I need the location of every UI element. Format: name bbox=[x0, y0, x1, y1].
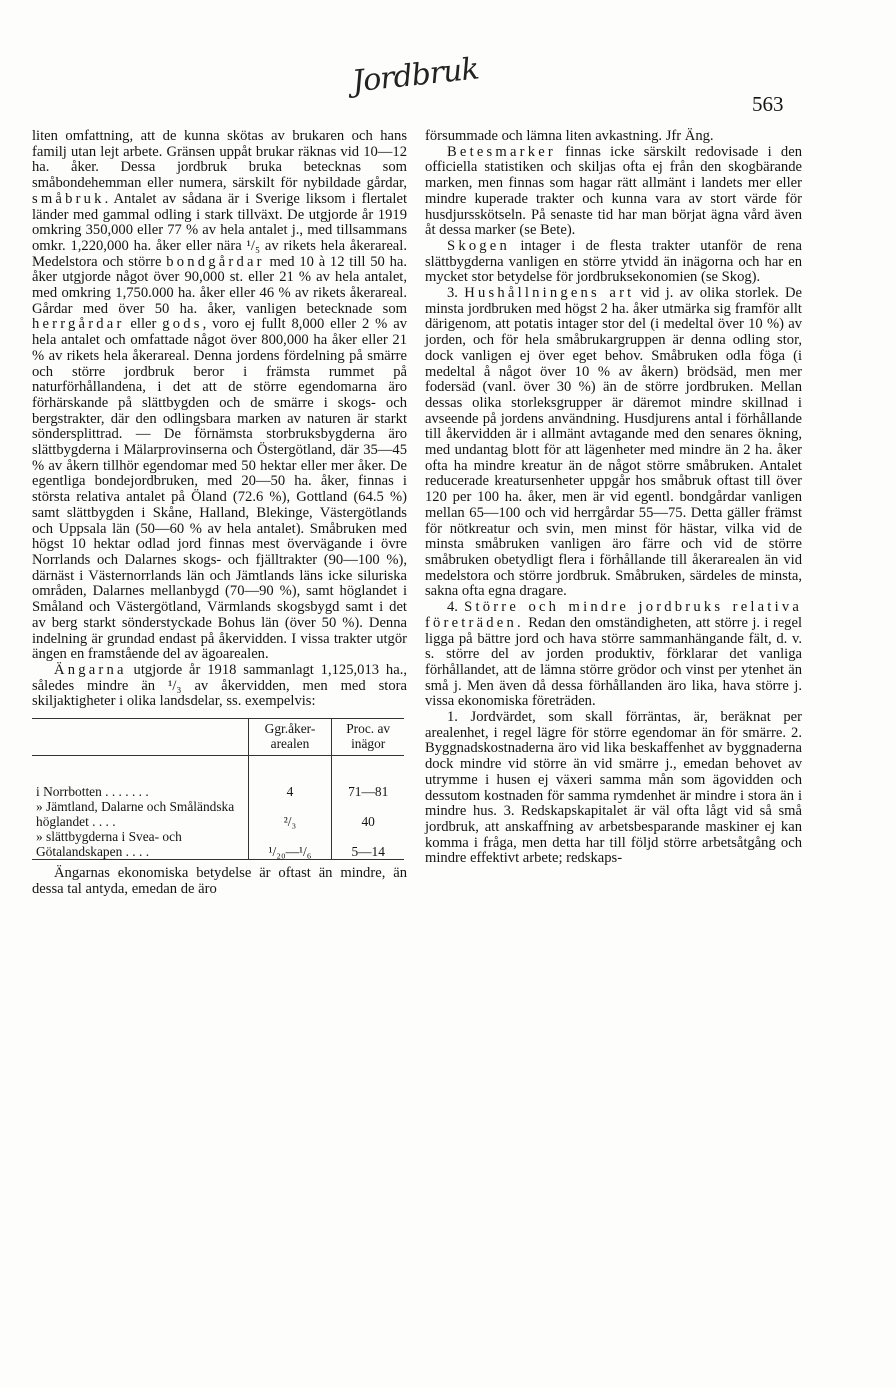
spaced-term: gods bbox=[162, 316, 203, 333]
paragraph bbox=[425, 239, 802, 286]
text: liten omfattning, att de kunna skötas av brukaren och hans familj utan lejt arbete. Gränsen uppåt brukar räknas vid 10—12 ha. åker. Dessa jordbruk bruka betecknas som småbondehemman eller numera, särskilt för nybildade gårdar, bbox=[32, 128, 407, 192]
col-header-proc: Proc. av inägor bbox=[332, 719, 404, 756]
table-header-blank bbox=[32, 719, 248, 756]
text: . Antalet av sådana är i Sverige liksom i flertalet länder med gammal odling i stark tillväxt. De utgjorde år 1919 omkring 350,000 eller 77 % av hela antalet j., med tillsammans omkr. 1,220,000 ha. åker eller nära ¹/₅ av rikets hela åkerareal. Medelstora och större bbox=[32, 190, 407, 270]
spaced-term: herrgårdar bbox=[32, 316, 125, 333]
section-number: 3. bbox=[447, 285, 458, 302]
table-cell bbox=[32, 756, 248, 785]
paragraph bbox=[425, 600, 802, 710]
paragraph: Ängarnas ekonomiska betydelse är oftast än mindre, än dessa tal antyda, emedan de äro bbox=[32, 865, 407, 897]
paragraph: 1. Jordvärdet, som skall förräntas, är, beräknat per arealenhet, i regel lägre för större egendomar än för smärre. 2. Byggnadskostnaderna äro vid lika beskaffenhet av byggnaderna dock mindre vid större än vid smärre j., emedan behovet av utrymme i husen ej växeri samma mån som ägovidden och dessutom kostnaden för samma rymdenhet är mindre i stora än i mindre hus. 3. Redskapskapitalet är väl ofta lågt vid så små jordbruk, att anskaffning av arbetsbesparande maskiner ej kan komma i fråga, men detta har till följd större arbetsåtgång och mindre effektivt arbete; redskaps- bbox=[425, 709, 802, 867]
text: finnas icke särskilt redovisade i den officiella statistiken och skiljas ofta ej från den skogbärande marken, men finnas som hagar rätt allmänt i landets mer eller mindre kuperade trakter och kunna vara av stort värde för husdjursskötseln. På senaste tid har man börjat ägna vård även åt dessa marker (se Bete). bbox=[425, 143, 802, 239]
table-cell-ggr: ²/₃ bbox=[248, 799, 332, 829]
table-cell bbox=[248, 756, 332, 785]
paragraph bbox=[32, 663, 407, 710]
text: vid j. av olika storlek. De minsta jordbruken med högst 2 ha. åker utmärka sig framför allt därigenom, att potatis intager stor del (i medeltal över 10 %) av jorden, och för hela småbrukargruppen är denna odling stor, dock vanligen ej över eget behov. Småbruken odla föga (i medeltal å något över 10 % av åkern) brödsäd, men mer fodersäd (vanl. över 30 %) än de större jordbruken. Mellan dessas olika storleksgrupper är däremot mindre skillnad i avseende på jordens användning. Husdjurens antal i förhållande till åkervidden är i allmänt avtagande med den senares ökning, med undantag blott för att lägenheter med mindre än 2 ha. åker ofta ha mindre kreatur än de något större småbruken. Antalet reducerade kreatursenheter uppgår hos småbruk oftast till över 120 per 100 ha. åker, men är vid egentl. bondgårdar vanligen mellan 65—100 och vid herrgårdar 55—75. Detta gäller främst för nötkreatur och svin, men minst för hästar, vilka vid de minsta småbruken vanligen äro färre och vid de större småbruken obetydligt flera i förhållande till åkerarealen än vid medelstora och större jordbruk. Småbruken, särdeles de minsta, sakna ofta egna dragare. bbox=[425, 285, 802, 600]
table-cell-region: » Jämtland, Dalarne och Småländska höglandet . . . . bbox=[36, 799, 235, 830]
section-heading: Hushållningens art bbox=[464, 285, 635, 302]
paragraph bbox=[425, 286, 802, 600]
text: eller bbox=[130, 316, 157, 333]
table-cell-ggr: 4 bbox=[248, 784, 332, 799]
spaced-term: Ängarna bbox=[54, 661, 127, 678]
table-cell-region: i Norrbotten . . . . . . . bbox=[36, 784, 149, 800]
paragraph bbox=[32, 129, 407, 663]
spaced-term: Skogen bbox=[447, 237, 510, 254]
page-number: 563 bbox=[752, 92, 784, 116]
text: med 10 à 12 till 50 ha. åker utgjorde något över 90,000 st. eller 21 % av hela antalet, med omkring 1,750.000 ha. åker eller 46 % av rikets åkerareal. Gårdar med över 50 ha. åker, vanligen betecknade som bbox=[32, 253, 408, 317]
text: Redan den omständigheten, att större j. i regel ligga på bättre jord och hava större sammanhängande fält, d. v. s. större del av jorden produktiv, förklarar det vanliga förhållandet, att de lämna större grödor och vinst per ytenhet än små j. Men även då dessa förhållanden äro lika, hava större j. vissa ekonomiska företräden. bbox=[425, 614, 803, 710]
table-cell-region: » slättbygderna i Svea- och Götalandskapen . . . . bbox=[36, 829, 182, 860]
paragraph: försummade och lämna liten avkastning. Jfr Äng. bbox=[425, 128, 714, 144]
text: , voro ej fullt 8,000 eller 2 % av hela antalet och omfattade något över 800,000 ha åker eller 21 % av rikets hela åkerareal. Denna jordens fördelning på smärre och större jordbruk beror i främsta rummet på naturförhållandena, i det att de större egendomarna äro förhärskande på slättbygden och de smärre i skogs- och bergstrakter, där den odlingsbara marken av naturen är starkt söndersplittrad. — De förnämsta storbruksbygderna äro slättbygderna i Mälarprovinserna och Östergötland, där 35—45 % av åkern tillhör egendomar med 50 hektar eller mer åker. De egentliga bondejordbruken, med 20—50 ha. åker, finnas i största relativa antalet på Öland (72.6 %), Gottland (64.5 %) samt slättbygden i Skåne, Halland, Blekinge, Västergötlands och Uppsala län (50—60 % av hela antalet). Småbruken med högst 10 hektar odlad jord finnas mest övervägande i övre Norrlands och Dalarnes skogs- och fjälltrakter (90—100 %), därnäst i Västernorrlands län och Jämtlands läns icke siluriska områden, Dalarnes mellanbygd (70—90 %), samt höglandet i Småland och Västergötland, Värmlands skogsbygd samt i det av berg starkt sönderstyckade Bohus län (över 50 %). Denna indelning är grundad endast på åkervidden. I vissa trakter utgör ängen en framstående del av ägoarealen. bbox=[32, 316, 408, 663]
spaced-term: Betesmarker bbox=[447, 143, 556, 160]
table-cell-proc: 5—14 bbox=[332, 829, 404, 860]
table-row bbox=[32, 784, 404, 799]
spaced-term: småbruk bbox=[32, 190, 105, 207]
table-row bbox=[32, 829, 404, 860]
text: intager i de flesta trakter utanför de rena slättbygderna vanligen en större ytvidd än inägorna och har en mycket stor betydelse för jordbruksekonomien (se Skog). bbox=[425, 237, 802, 286]
table-cell-proc: 40 bbox=[332, 799, 404, 829]
section-heading: Större och mindre jordbruks relativa företräden. bbox=[425, 599, 802, 631]
text: utgjorde år 1918 sammanlagt 1,125,013 ha., således mindre än ¹/₃ av åkervidden, men med stora skiljaktigheter i olika landsdelar, ss. exempelvis: bbox=[32, 661, 407, 710]
table-cell-proc: 71—81 bbox=[332, 784, 404, 799]
table-cell bbox=[332, 756, 404, 785]
left-column bbox=[32, 129, 407, 897]
table-cell-ggr: ¹/₂₀—¹/₆ bbox=[248, 829, 332, 860]
table-spacer-row bbox=[32, 756, 404, 785]
table-row bbox=[32, 799, 404, 829]
meadow-statistics-table bbox=[32, 718, 404, 860]
table-header-row bbox=[32, 719, 404, 756]
section-number: 4. bbox=[447, 599, 458, 616]
right-column bbox=[425, 129, 802, 867]
handwritten-annotation: Jordbruk bbox=[350, 51, 481, 100]
paragraph bbox=[425, 145, 802, 239]
spaced-term: bondgårdar bbox=[166, 253, 265, 270]
col-header-ggr: Ggr.åker-arealen bbox=[248, 719, 332, 756]
